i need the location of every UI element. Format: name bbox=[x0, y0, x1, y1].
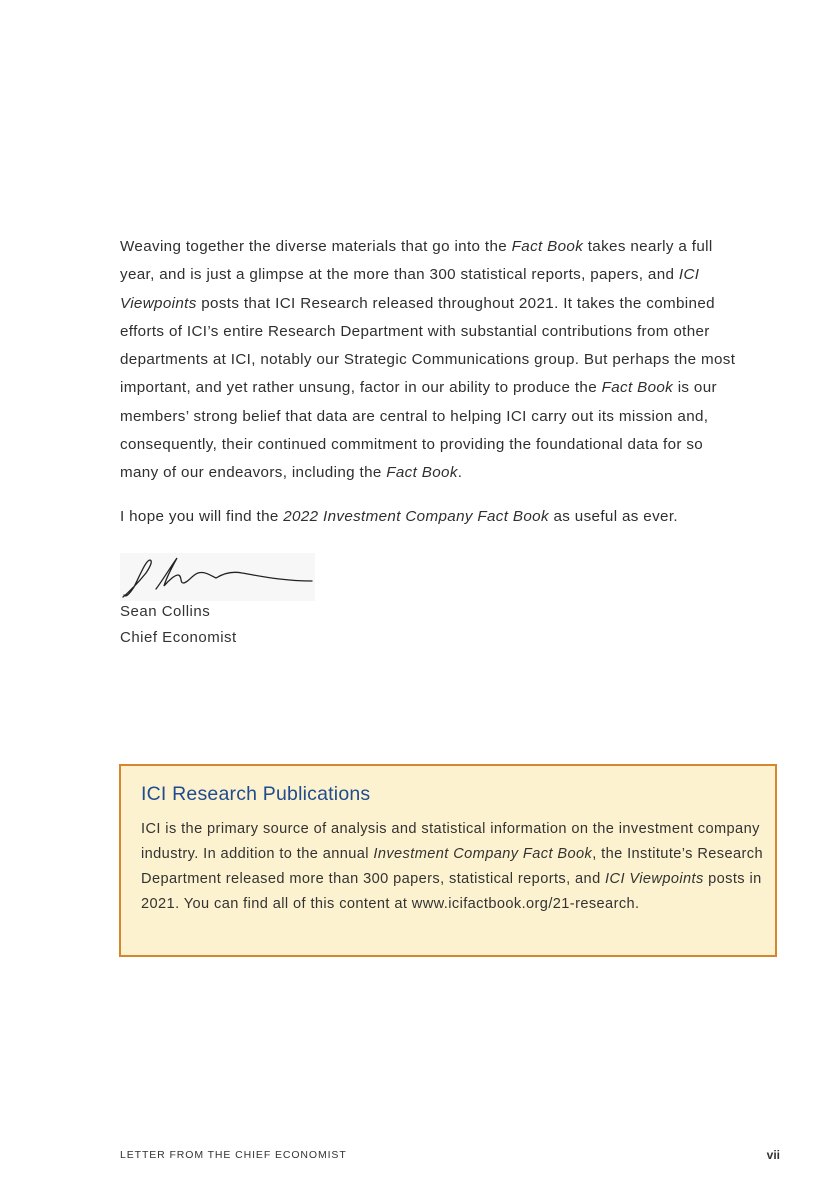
text: Weaving together the diverse materials that go into the bbox=[120, 238, 512, 255]
italic-title: Investment Company Fact Book bbox=[373, 846, 593, 862]
handwritten-signature bbox=[120, 553, 315, 601]
italic-title: 2022 Investment Company Fact Book bbox=[283, 508, 549, 525]
footer-section-title: LETTER FROM THE CHIEF ECONOMIST bbox=[120, 1149, 347, 1161]
text: posts in 2021. You can find all of this content at www.icifactbook.org/21-research. bbox=[141, 871, 762, 912]
text: I hope you will find the bbox=[120, 508, 284, 525]
signer-title: Chief Economist bbox=[120, 629, 237, 646]
italic-title: ICI Viewpoints bbox=[605, 871, 704, 887]
signature-drawing bbox=[120, 553, 315, 601]
italic-title: Fact Book bbox=[511, 238, 584, 255]
letter-paragraph-2 bbox=[120, 503, 746, 531]
italic-title: Fact Book bbox=[601, 379, 674, 397]
publications-callout-box bbox=[119, 764, 777, 957]
text: is our members’ strong belief that data are central to helping ICI carry out its mission and, consequently, their continued commitment to providing the foundational data for so many of our endeavors, including the bbox=[120, 379, 717, 482]
italic-title: ICI Viewpoints bbox=[120, 266, 700, 312]
signer-name: Sean Collins bbox=[120, 603, 211, 620]
text: as useful as ever. bbox=[548, 508, 678, 525]
callout-title: ICI Research Publications bbox=[141, 783, 371, 805]
text: takes nearly a full year, and is just a glimpse at the more than 300 statistical reports, papers, and bbox=[120, 238, 713, 284]
callout-text bbox=[141, 817, 766, 917]
letter-paragraph-1 bbox=[120, 233, 746, 488]
italic-title: Fact Book bbox=[386, 464, 458, 482]
text: ICI is the primary source of analysis and statistical information on the investment company industry. In addition to the annual bbox=[141, 821, 760, 862]
page-number: vii bbox=[766, 1148, 780, 1162]
text: posts that ICI Research released throughout 2021. It takes the combined efforts of ICI’s entire Research Department with substantial contributions from other departments at ICI, notably our Strategic Communications group. But perhaps the most important, and yet rather unsung, factor in our ability to produce the bbox=[120, 294, 736, 397]
text: . bbox=[457, 464, 463, 482]
text: , the Institute’s Research Department released more than 300 papers, statistical reports, and bbox=[141, 846, 763, 887]
